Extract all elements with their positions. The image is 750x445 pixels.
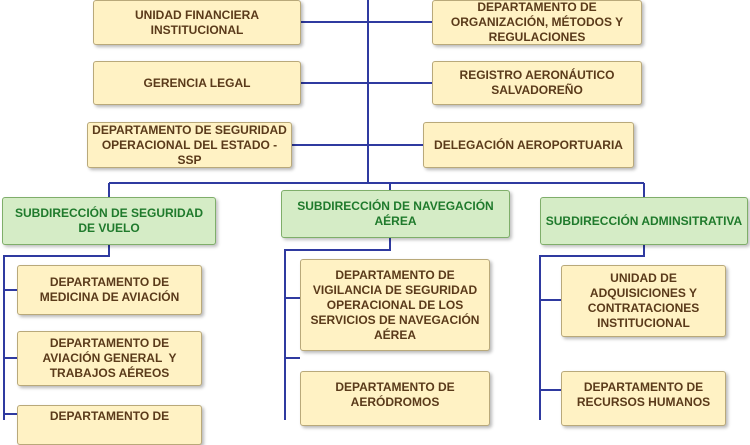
subdireccion-seguridad-vuelo-box[interactable] xyxy=(2,197,216,245)
unidad-adquisiciones-box[interactable] xyxy=(561,265,726,337)
depto-aviacion-general-label: DEPARTAMENTO DE AVIACIÓN GENERAL Y TRABAJOS AÉREOS xyxy=(42,336,180,380)
depto-seguridad-operacional-box[interactable] xyxy=(87,122,292,168)
depto-left-third-label: DEPARTAMENTO DE xyxy=(49,409,170,423)
subdireccion-seguridad-vuelo-label: SUBDIRECCIÓN DE SEGURIDAD DE VUELO xyxy=(14,206,203,235)
depto-aviacion-general-box[interactable] xyxy=(17,331,202,386)
delegacion-aeroportuaria-label: DELEGACIÓN AEROPORTUARIA xyxy=(434,137,623,152)
subdireccion-navegacion-aerea-label: SUBDIRECCIÓN DE NAVEGACIÓN AÉREA xyxy=(297,199,494,228)
unidad-financiera-label: UNIDAD FINANCIERA INSTITUCIONAL xyxy=(135,7,259,37)
unidad-financiera-box[interactable] xyxy=(93,0,301,45)
gerencia-legal-box[interactable] xyxy=(93,61,301,105)
subdireccion-navegacion-aerea-box[interactable] xyxy=(281,190,510,238)
subdireccion-administrativa-box[interactable] xyxy=(540,197,748,245)
depto-organizacion-box[interactable] xyxy=(432,0,642,45)
depto-aerodromos-label: DEPARTAMENTO DE AERÓDROMOS xyxy=(335,380,455,409)
registro-aeronautico-box[interactable] xyxy=(432,61,642,105)
registro-aeronautico-label: REGISTRO AERONÁUTICO SALVADOREÑO xyxy=(459,68,615,97)
depto-recursos-humanos-label: DEPARTAMENTO DE RECURSOS HUMANOS xyxy=(576,380,711,409)
gerencia-legal-label: GERENCIA LEGAL xyxy=(143,75,251,90)
depto-medicina-aviacion-label: DEPARTAMENTO DE MEDICINA DE AVIACIÓN xyxy=(39,275,180,304)
depto-vigilancia-label: DEPARTAMENTO DE VIGILANCIA DE SEGURIDAD OPERACIONAL DE LOS SERVICIOS DE NAVEGACIÓN AÉREA xyxy=(310,267,480,342)
subdireccion-administrativa-label: SUBDIRECCIÓN ADMINSITRATIVA xyxy=(545,213,743,228)
delegacion-aeroportuaria-box[interactable] xyxy=(423,122,634,168)
depto-vigilancia-box[interactable] xyxy=(300,259,490,351)
unidad-adquisiciones-label: UNIDAD DE ADQUISICIONES Y CONTRATACIONES INSTITUCIONAL xyxy=(587,271,700,330)
depto-seguridad-operacional-label: DEPARTAMENTO DE SEGURIDAD OPERACIONAL DEL ESTADO - SSP xyxy=(92,122,287,167)
depto-medicina-aviacion-box[interactable] xyxy=(17,265,202,315)
depto-left-third-box[interactable] xyxy=(17,405,202,445)
depto-organizacion-label: DEPARTAMENTO DE ORGANIZACIÓN, MÉTODOS Y REGULACIONES xyxy=(450,0,624,44)
depto-aerodromos-box[interactable] xyxy=(300,371,490,426)
depto-recursos-humanos-box[interactable] xyxy=(561,371,726,426)
